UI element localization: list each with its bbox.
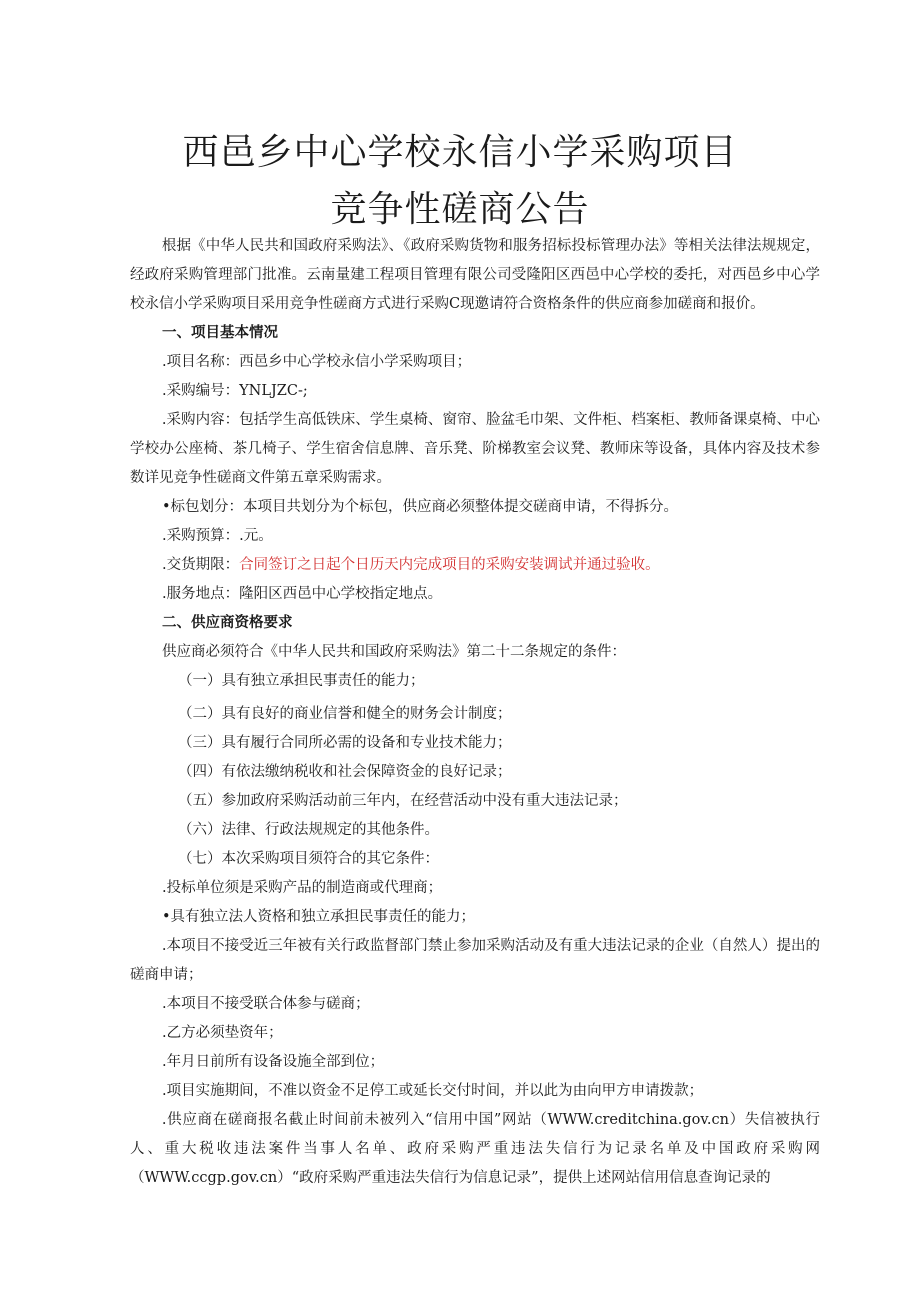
document-title-line1: 西邑乡中心学校永信小学采购项目 (182, 132, 738, 173)
project-name: .项目名称：西邑乡中心学校永信小学采购项目； (162, 354, 472, 370)
condition-item: （一）具有独立承担民事责任的能力； (178, 673, 425, 689)
lot-division: •标包划分：本项目共划分为个标包，供应商必须整体提交磋商申请，不得拆分。 (162, 499, 679, 515)
requirement-item: .供应商在磋商报名截止时间前未被列入“信用中国”网站（WWW.creditchina.gov.cn）失信被执行人、重大税收违法案件当事人名单、政府采购严重违法失信行为记录名单及中国政府采购网（WWW.ccgp.gov.cn）“政府采购严重违法失信行为信息记录”，提供上述网站信用信息查询记录的 (130, 1112, 820, 1186)
document-body (130, 232, 820, 1193)
condition-item: （二）具有良好的商业信誉和健全的财务会计制度； (178, 706, 512, 722)
service-location: .服务地点：隆阳区西邑中心学校指定地点。 (162, 586, 443, 602)
requirement-item: •具有独立法人资格和独立承担民事责任的能力； (162, 909, 476, 925)
requirement-item: .项目实施期间，不准以资金不足停工或延长交付时间，并以此为由向甲方申请拨款； (162, 1083, 704, 1099)
requirement-item: .本项目不接受近三年被有关行政监督部门禁止参加采购活动及有重大违法记录的企业（自然人）提出的磋商申请； (130, 938, 820, 983)
condition-item: （六）法律、行政法规规定的其他条件。 (178, 822, 439, 838)
procurement-budget: .采购预算：.元。 (162, 528, 273, 544)
requirement-item: .乙方必须垫资年； (162, 1025, 283, 1041)
delivery-label: .交货期限： (162, 557, 240, 573)
document-title-line2: 竞争性磋商公告 (330, 189, 590, 230)
project-number: .采购编号：YNLJZC-; (162, 383, 308, 399)
procurement-content: .采购内容：包括学生高低铁床、学生桌椅、窗帘、脸盆毛巾架、文件柜、档案柜、教师备课桌椅、中心学校办公座椅、茶几椅子、学生宿舍信息牌、音乐凳、阶梯教室会议凳、教师床等设备，具体内容及技术参数详见竞争性磋商文件第五章采购需求。 (130, 412, 820, 486)
condition-item: （五）参加政府采购活动前三年内，在经营活动中没有重大违法记录； (178, 793, 628, 809)
condition-item: （七）本次采购项目须符合的其它条件： (178, 851, 439, 867)
intro-paragraph: 根据《中华人民共和国政府采购法》、《政府采购货物和服务招标投标管理办法》等相关法律法规规定，经政府采购管理部门批准。云南量建工程项目管理有限公司受隆阳区西邑中心学校的委托，对西邑乡中心学校永信小学采购项目采用竞争性磋商方式进行采购C现邀请符合资格条件的供应商参加磋商和报价。 (130, 238, 820, 312)
requirement-item: .投标单位须是采购产品的制造商或代理商； (162, 880, 443, 896)
section1-heading: 一、项目基本情况 (162, 325, 278, 341)
condition-item: （四）有依法缴纳税收和社会保障资金的良好记录； (178, 764, 512, 780)
section2-heading: 二、供应商资格要求 (162, 615, 293, 631)
qualification-lead: 供应商必须符合《中华人民共和国政府采购法》第二十二条规定的条件： (162, 644, 626, 660)
delivery-period (130, 551, 820, 580)
delivery-value: 合同签订之日起个日历天内完成项目的采购安装调试并通过验收。 (239, 557, 660, 573)
requirement-item: .本项目不接受联合体参与磋商； (162, 996, 370, 1012)
requirement-item: .年月日前所有设备设施全部到位； (162, 1054, 385, 1070)
condition-item: （三）具有履行合同所必需的设备和专业技术能力； (178, 735, 512, 751)
